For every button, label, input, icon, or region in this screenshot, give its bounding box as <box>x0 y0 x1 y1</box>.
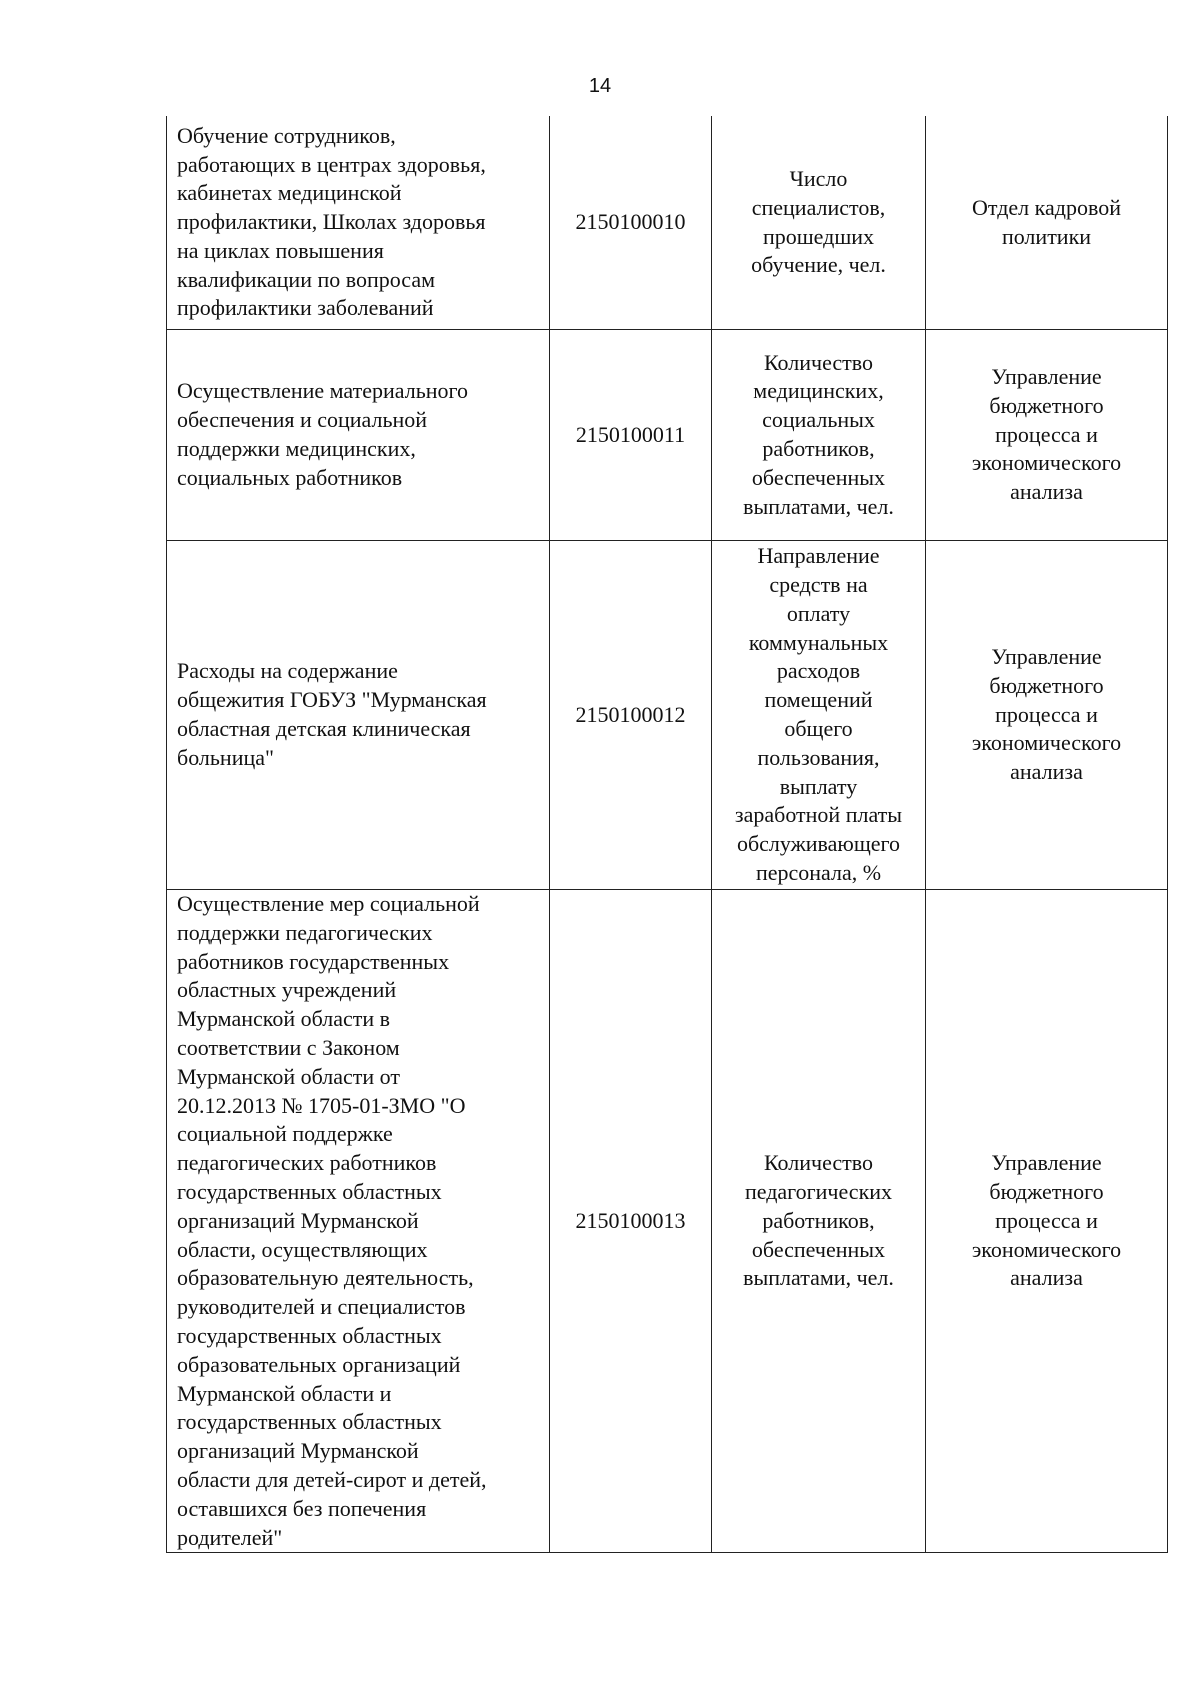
indicator-cell <box>712 116 926 330</box>
measure-code: 2150100010 <box>575 209 686 235</box>
measure-name-cell <box>167 116 550 330</box>
table-row <box>167 541 1168 890</box>
indicator-cell <box>712 541 926 890</box>
measure-name: Осуществление мер социальной поддержки педагогических работников государственных областных учреждений Мурманской области в соответствии с Законом Мурманской области от 20.12.2013 № 1705-01-ЗМО "О социальной поддержке педагогических работников государственных областных организаций Мурманской области, осуществляющих образовательную деятельность, руководителей и специалистов государственных областных образовательных организаций Мурманской области и государственных областных организаций Мурманской области для детей-сирот и детей, оставшихся без попечения родителей" <box>177 891 487 1550</box>
indicator: Число специалистов, прошедших обучение, чел. <box>751 165 886 278</box>
measure-name: Расходы на содержание общежития ГОБУЗ "Мурманская областная детская клиническая больница" <box>177 658 487 770</box>
responsible-cell <box>926 330 1168 541</box>
responsible: Отдел кадровой политики <box>972 194 1121 249</box>
measure-code-cell <box>550 541 712 890</box>
responsible: Управление бюджетного процесса и экономического анализа <box>971 364 1122 505</box>
measure-name-cell <box>167 541 550 890</box>
indicator: Количество медицинских, социальных работников, обеспеченных выплатами, чел. <box>743 349 894 519</box>
measure-code-cell <box>550 116 712 330</box>
indicator: Направление средств на оплату коммунальных расходов помещений общего пользования, выплату заработной платы обслуживающего персонала, % <box>734 543 903 885</box>
table-row <box>167 330 1168 541</box>
responsible: Управление бюджетного процесса и экономического анализа <box>971 644 1122 785</box>
table-row <box>167 116 1168 330</box>
indicator: Количество педагогических работников, обеспеченных выплатами, чел. <box>743 1150 894 1291</box>
responsible-cell <box>926 541 1168 890</box>
measure-code: 2150100011 <box>575 421 686 447</box>
responsible-cell <box>926 116 1168 330</box>
measure-name-cell <box>167 890 550 1553</box>
measure-code-cell <box>550 890 712 1553</box>
responsible: Управление бюджетного процесса и экономического анализа <box>971 1150 1122 1291</box>
measure-name: Осуществление материального обеспечения и социальной поддержки медицинских, социальных работников <box>177 378 468 490</box>
measure-code: 2150100012 <box>575 701 686 727</box>
responsible-cell <box>926 890 1168 1553</box>
indicator-cell <box>712 890 926 1553</box>
page-number: 14 <box>588 75 612 97</box>
measure-code: 2150100013 <box>575 1207 686 1233</box>
measure-name-cell <box>167 330 550 541</box>
table-row <box>167 890 1168 1553</box>
indicator-cell <box>712 330 926 541</box>
measure-name: Обучение сотрудников, работающих в центрах здоровья, кабинетах медицинской профилактики, Школах здоровья на циклах повышения квалификации по вопросам профилактики заболеваний <box>177 122 486 321</box>
measure-code-cell <box>550 330 712 541</box>
measures-table <box>166 116 1168 1553</box>
